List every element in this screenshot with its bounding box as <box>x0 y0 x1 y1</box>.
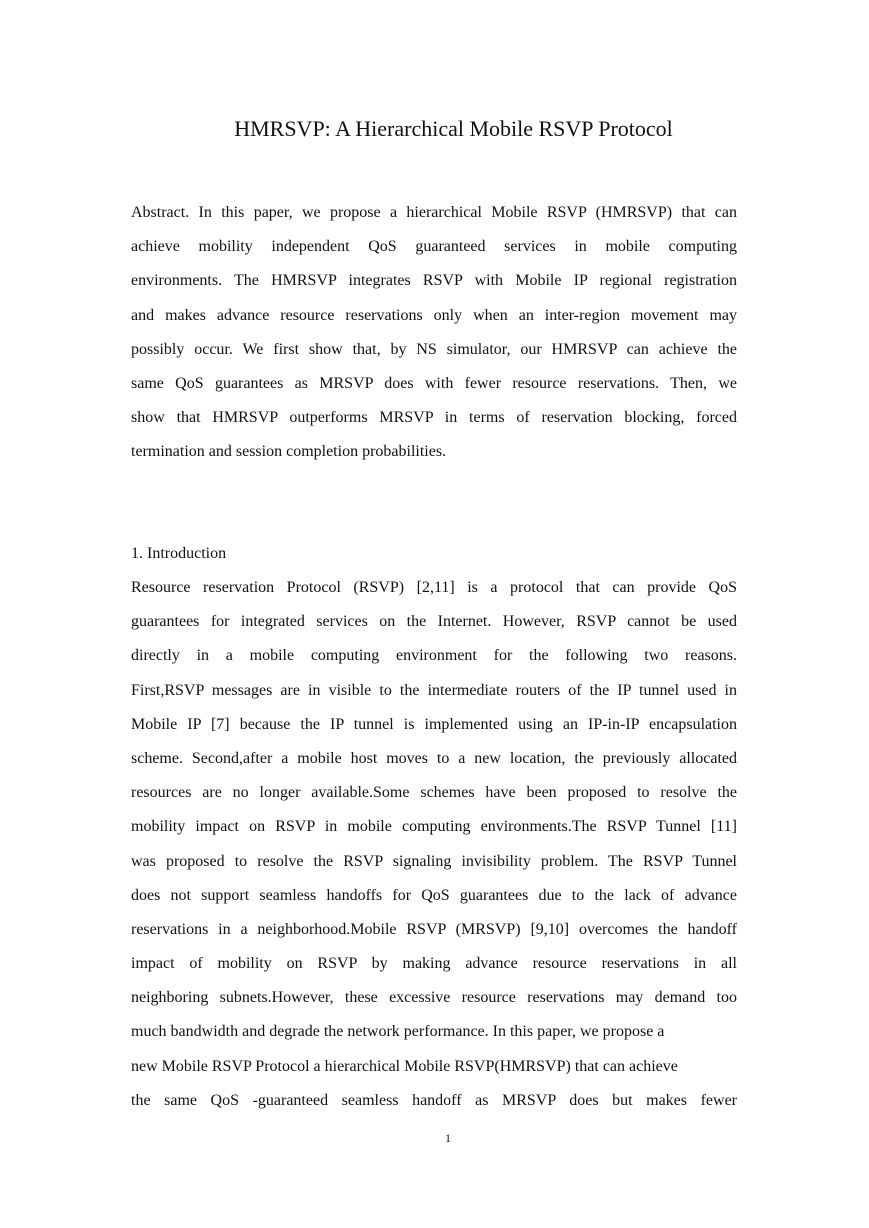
page-number: 1 <box>445 1131 451 1145</box>
intro-line: resources are no longer available.Some schemes have been proposed to resolve the <box>131 784 737 802</box>
intro-line: reservations in a neighborhood.Mobile RSVP (MRSVP) [9,10] overcomes the handoff <box>131 920 737 938</box>
intro-line: does not support seamless handoffs for QoS guarantees due to the lack of advance <box>131 886 737 904</box>
intro-line: impact of mobility on RSVP by making advance resource reservations in all <box>131 955 737 973</box>
abstract-line: and makes advance resource reservations only when an inter-region movement may <box>131 306 737 324</box>
abstract-line: termination and session completion probabilities. <box>131 443 447 461</box>
section-heading-introduction: 1. Introduction <box>131 545 227 562</box>
intro-line: First,RSVP messages are in visible to the intermediate routers of the IP tunnel used in <box>131 681 737 699</box>
intro-line: directly in a mobile computing environment for the following two reasons. <box>131 647 737 665</box>
abstract-line: same QoS guarantees as MRSVP does with fewer resource reservations. Then, we <box>131 374 737 392</box>
abstract-line: show that HMRSVP outperforms MRSVP in terms of reservation blocking, forced <box>131 409 737 427</box>
introduction-body <box>131 571 737 1118</box>
intro-line: the same QoS -guaranteed seamless handoff as MRSVP does but makes fewer <box>131 1091 737 1109</box>
intro-line: much bandwidth and degrade the network performance. In this paper, we propose a <box>131 1023 665 1041</box>
intro-line: mobility impact on RSVP in mobile computing environments.The RSVP Tunnel [11] <box>131 818 737 836</box>
paper-title: HMRSVP: A Hierarchical Mobile RSVP Protocol <box>234 116 673 141</box>
intro-line: was proposed to resolve the RSVP signaling invisibility problem. The RSVP Tunnel <box>131 852 737 870</box>
intro-line: guarantees for integrated services on the Internet. However, RSVP cannot be used <box>131 613 737 631</box>
abstract-line: possibly occur. We first show that, by NS simulator, our HMRSVP can achieve the <box>131 340 737 358</box>
intro-line: scheme. Second,after a mobile host moves to a new location, the previously allocated <box>131 749 737 767</box>
abstract-line: achieve mobility independent QoS guaranteed services in mobile computing <box>131 238 737 256</box>
intro-line: neighboring subnets.However, these excessive resource reservations may demand too <box>131 989 737 1007</box>
abstract-line: environments. The HMRSVP integrates RSVP with Mobile IP regional registration <box>131 272 737 290</box>
intro-line: Mobile IP [7] because the IP tunnel is implemented using an IP-in-IP encapsulation <box>131 715 737 733</box>
abstract-line: Abstract. In this paper, we propose a hierarchical Mobile RSVP (HMRSVP) that can <box>131 204 737 221</box>
abstract <box>131 196 737 470</box>
intro-line: new Mobile RSVP Protocol a hierarchical Mobile RSVP(HMRSVP) that can achieve <box>131 1057 678 1075</box>
intro-line: Resource reservation Protocol (RSVP) [2,11] is a protocol that can provide QoS <box>131 579 737 596</box>
